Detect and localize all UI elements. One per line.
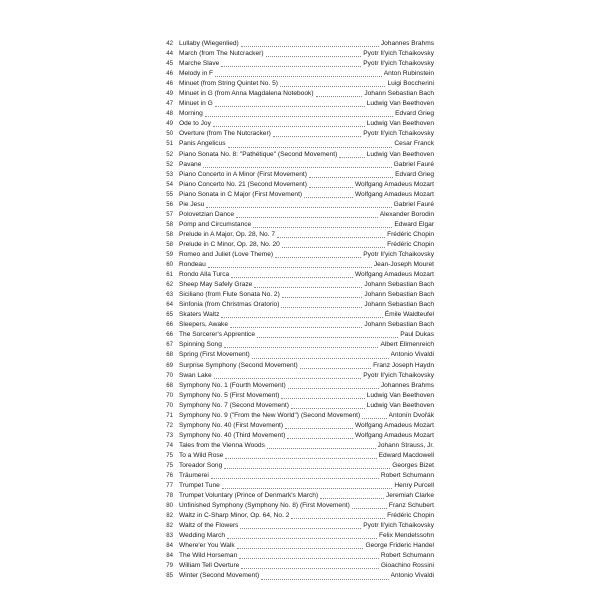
toc-entry xyxy=(156,571,434,581)
composer-name: Franz Joseph Haydn xyxy=(373,361,434,369)
page-number: 63 xyxy=(166,291,173,299)
toc-entry xyxy=(156,200,434,210)
page-number: 72 xyxy=(166,421,173,429)
page-number: 52 xyxy=(166,150,173,158)
piece-title: Spinning Song xyxy=(179,341,222,349)
composer-name: Johannes Brahms xyxy=(380,381,434,389)
piece-title: Pie Jesu xyxy=(179,200,205,208)
toc-entry xyxy=(156,89,434,99)
toc-entry xyxy=(156,391,434,401)
dot-leader xyxy=(237,548,364,549)
piece-title: Morning xyxy=(179,110,203,118)
dot-leader xyxy=(352,508,387,509)
piece-title: Waltz of the Flowers xyxy=(179,522,239,530)
composer-name: Paul Dukas xyxy=(400,331,434,339)
toc-entry xyxy=(156,371,434,381)
piece-title: Prelude in C Minor, Op. 28, No. 20 xyxy=(179,240,280,248)
composer-name: Henry Purcell xyxy=(394,482,434,490)
toc-entry xyxy=(156,190,434,200)
page-number: 68 xyxy=(166,381,173,389)
piece-title: To a Wild Rose xyxy=(179,451,224,459)
composer-name: Frédéric Chopin xyxy=(387,240,434,248)
toc-entry xyxy=(156,230,434,240)
table-of-contents xyxy=(156,39,434,582)
piece-title: Marche Slave xyxy=(179,60,220,68)
dot-leader xyxy=(281,307,362,308)
piece-title: Polovetzian Dance xyxy=(179,210,234,218)
piece-title: Piano Sonata in C Major (First Movement) xyxy=(179,190,303,198)
composer-name: Pyotr Il'yich Tchaikovsky xyxy=(363,60,434,68)
page-number: 78 xyxy=(166,492,173,500)
dot-leader xyxy=(253,227,392,228)
page-number: 56 xyxy=(166,200,173,208)
composer-name: Johann Sebastian Bach xyxy=(364,301,434,309)
dot-leader xyxy=(225,458,376,459)
page-number: 66 xyxy=(166,321,173,329)
toc-entry xyxy=(156,461,434,471)
dot-leader xyxy=(309,187,353,188)
toc-entry xyxy=(156,411,434,421)
dot-leader xyxy=(273,136,361,137)
dot-leader xyxy=(267,448,376,449)
piece-title: Symphony No. 9 ("From the New World") (Second Movement) xyxy=(179,411,361,419)
composer-name: Edvard Grieg xyxy=(395,110,434,118)
dot-leader xyxy=(236,217,378,218)
page-number: 53 xyxy=(166,170,173,178)
toc-entry xyxy=(156,170,434,180)
piece-title: The Wild Horseman xyxy=(179,552,238,560)
composer-name: Pyotr Il'yich Tchaikovsky xyxy=(363,130,434,138)
page-number: 54 xyxy=(166,180,173,188)
dot-leader xyxy=(304,197,353,198)
page-number: 70 xyxy=(166,371,173,379)
dot-leader xyxy=(266,56,362,57)
page-number: 60 xyxy=(166,261,173,269)
composer-name: Edward Elgar xyxy=(394,220,434,228)
toc-entry xyxy=(156,320,434,330)
composer-name: Pyotr Il'yich Tchaikovsky xyxy=(363,250,434,258)
composer-name: Cesar Franck xyxy=(394,140,434,148)
page-number: 61 xyxy=(166,271,173,279)
page-number: 85 xyxy=(166,572,173,580)
dot-leader xyxy=(206,207,391,208)
piece-title: Lullaby (Wiegenlied) xyxy=(179,40,239,47)
piece-title: Waltz in C-Sharp Minor, Op. 64, No. 2 xyxy=(179,512,290,520)
toc-entry xyxy=(156,501,434,511)
page-number: 49 xyxy=(166,90,173,98)
piece-title: Minuet (from String Quintet No. 5) xyxy=(179,80,278,88)
dot-leader xyxy=(211,478,379,479)
composer-name: Johann Sebastian Bach xyxy=(364,321,434,329)
piece-title: William Tell Overture xyxy=(179,562,240,570)
composer-name: Georges Bizet xyxy=(392,461,434,469)
toc-entry xyxy=(156,521,434,531)
toc-entry xyxy=(156,441,434,451)
dot-leader xyxy=(309,177,393,178)
composer-name: Wolfgang Amadeus Mozart xyxy=(354,431,434,439)
composer-name: Alexander Borodin xyxy=(379,210,434,218)
piece-title: Minuet in G xyxy=(179,100,213,108)
dot-leader xyxy=(320,498,384,499)
toc-entry xyxy=(156,511,434,521)
dot-leader xyxy=(215,106,365,107)
composer-name: Émile Waldteufel xyxy=(384,311,434,319)
composer-name: Luigi Boccherini xyxy=(387,80,434,88)
composer-name: Antonio Vivaldi xyxy=(390,572,434,580)
piece-title: Symphony No. 7 (Second Movement) xyxy=(179,401,289,409)
dot-leader xyxy=(257,337,398,338)
page-number: 49 xyxy=(166,120,173,128)
toc-entry xyxy=(156,381,434,391)
page-number: 48 xyxy=(166,110,173,118)
dot-leader xyxy=(339,157,364,158)
piece-title: Siciliano (from Flute Sonata No. 2) xyxy=(179,291,280,299)
piece-title: Spring (First Movement) xyxy=(179,351,250,359)
composer-name: Frédéric Chopin xyxy=(387,230,434,238)
page-number: 64 xyxy=(166,301,173,309)
dot-leader xyxy=(288,388,379,389)
page-number: 71 xyxy=(166,411,173,419)
dot-leader xyxy=(215,76,382,77)
composer-name: Wolfgang Amadeus Mozart xyxy=(354,190,434,198)
composer-name: Gabriel Fauré xyxy=(393,160,434,168)
dot-leader xyxy=(208,267,372,268)
page-number: 76 xyxy=(166,472,173,480)
dot-leader xyxy=(203,167,391,168)
composer-name: Frédéric Chopin xyxy=(387,512,434,520)
dot-leader xyxy=(239,558,379,559)
piece-title: Overture (from The Nutcracker) xyxy=(179,130,271,138)
toc-entry xyxy=(156,350,434,360)
piece-title: Tales from the Vienna Woods xyxy=(179,441,265,449)
dot-leader xyxy=(227,538,377,539)
composer-name: Jeremiah Clarke xyxy=(385,492,434,500)
piece-title: Träumerei xyxy=(179,472,209,480)
composer-name: Gabriel Fauré xyxy=(393,200,434,208)
toc-entry xyxy=(156,160,434,170)
page-number: 74 xyxy=(166,441,173,449)
toc-entry xyxy=(156,280,434,290)
page-number: 84 xyxy=(166,542,173,550)
dot-leader xyxy=(241,568,379,569)
piece-title: Piano Concerto No. 21 (Second Movement) xyxy=(179,180,307,188)
composer-name: Ludwig Van Beethoven xyxy=(366,120,434,128)
page-number: 82 xyxy=(166,522,173,530)
toc-entry xyxy=(156,49,434,59)
page-number: 47 xyxy=(166,100,173,108)
composer-name: Anton Rubinstein xyxy=(383,70,434,78)
composer-name: Wolfgang Amadeus Mozart xyxy=(354,421,434,429)
dot-leader xyxy=(224,468,390,469)
dot-leader xyxy=(254,287,362,288)
dot-leader xyxy=(205,116,393,117)
composer-name: Pyotr Il'yich Tchaikovsky xyxy=(363,50,434,58)
dot-leader xyxy=(241,46,379,47)
page-number: 59 xyxy=(166,250,173,258)
piece-title: Sleepers, Awake xyxy=(179,321,228,329)
piece-title: Sheep May Safely Graze xyxy=(179,281,253,289)
page-number: 42 xyxy=(166,40,173,47)
composer-name: Wolfgang Amadeus Mozart xyxy=(354,271,434,279)
toc-entry xyxy=(156,451,434,461)
toc-entry xyxy=(156,561,434,571)
piece-title: Winter (Second Movement) xyxy=(179,572,260,580)
piece-title: Pomp and Circumstance xyxy=(179,220,252,228)
toc-entry xyxy=(156,150,434,160)
toc-entry xyxy=(156,361,434,371)
composer-name: Felix Mendelssohn xyxy=(379,532,434,540)
piece-title: Panis Angelicus xyxy=(179,140,226,148)
piece-title: Ode to Joy xyxy=(179,120,211,128)
piece-title: Sinfonia (from Christmas Oratorio) xyxy=(179,301,280,309)
piece-title: Pavane xyxy=(179,160,202,168)
page-number: 83 xyxy=(166,532,173,540)
composer-name: Johann Sebastian Bach xyxy=(364,291,434,299)
composer-name: Robert Schumann xyxy=(380,472,434,480)
dot-leader xyxy=(240,528,361,529)
dot-leader xyxy=(300,368,371,369)
page-number: 58 xyxy=(166,220,173,228)
piece-title: Symphony No. 40 (First Movement) xyxy=(179,421,284,429)
toc-entry xyxy=(156,220,434,230)
dot-leader xyxy=(316,96,363,97)
page-number: 68 xyxy=(166,351,173,359)
toc-entry xyxy=(156,551,434,561)
dot-leader xyxy=(277,237,385,238)
toc-entry xyxy=(156,180,434,190)
dot-leader xyxy=(261,579,388,580)
page-number: 46 xyxy=(166,80,173,88)
toc-entry xyxy=(156,431,434,441)
piece-title: Prelude in A Major, Op. 28, No. 7 xyxy=(179,230,276,238)
toc-entry xyxy=(156,240,434,250)
page-number: 75 xyxy=(166,461,173,469)
page-number: 55 xyxy=(166,190,173,198)
toc-entry xyxy=(156,300,434,310)
composer-name: Johannes Brahms xyxy=(380,40,434,47)
toc-entry xyxy=(156,79,434,89)
piece-title: Unfinished Symphony (Symphony No. 8) (First Movement) xyxy=(179,502,350,510)
piece-title: Toreador Song xyxy=(179,461,223,469)
toc-entry xyxy=(156,59,434,69)
page-number: 79 xyxy=(166,562,173,570)
dot-leader xyxy=(214,378,362,379)
composer-name: Pyotr Il'yich Tchaikovsky xyxy=(363,371,434,379)
piece-title: Piano Concerto in A Minor (First Movement) xyxy=(179,170,307,178)
composer-name: Johann Sebastian Bach xyxy=(364,90,434,98)
toc-entry xyxy=(156,109,434,119)
piece-title: Swan Lake xyxy=(179,371,212,379)
piece-title: Rondeau xyxy=(179,261,206,269)
page-number: 82 xyxy=(166,512,173,520)
piece-title: Trumpet Tune xyxy=(179,482,220,490)
page-number: 80 xyxy=(166,502,173,510)
toc-entry xyxy=(156,541,434,551)
toc-entry xyxy=(156,421,434,431)
composer-name: Pyotr Il'yich Tchaikovsky xyxy=(363,522,434,530)
page-number: 51 xyxy=(166,140,173,148)
dot-leader xyxy=(280,86,385,87)
toc-entry xyxy=(156,481,434,491)
piece-title: Surprise Symphony (Second Movement) xyxy=(179,361,298,369)
composer-name: Edvard Grieg xyxy=(395,170,434,178)
composer-name: Jean-Joseph Mouret xyxy=(373,261,434,269)
dot-leader xyxy=(291,408,365,409)
dot-leader xyxy=(213,126,365,127)
composer-name: Ludwig Van Beethoven xyxy=(366,401,434,409)
page-number: 58 xyxy=(166,230,173,238)
page-number: 46 xyxy=(166,70,173,78)
piece-title: Symphony No. 1 (Fourth Movement) xyxy=(179,381,286,389)
composer-name: Ludwig Van Beethoven xyxy=(366,100,434,108)
dot-leader xyxy=(221,66,361,67)
dot-leader xyxy=(362,418,386,419)
page-number: 66 xyxy=(166,331,173,339)
page-number: 84 xyxy=(166,552,173,560)
composer-name: Edward Macdowell xyxy=(378,451,434,459)
toc-entry xyxy=(156,491,434,501)
piece-title: Piano Sonata No. 8: "Pathétique" (Second Movement) xyxy=(179,150,338,158)
toc-entry xyxy=(156,250,434,260)
piece-title: Symphony No. 40 (Third Movement) xyxy=(179,431,286,439)
toc-entry xyxy=(156,310,434,320)
dot-leader xyxy=(228,147,393,148)
toc-entry xyxy=(156,330,434,340)
composer-name: Franz Schubert xyxy=(388,502,434,510)
dot-leader xyxy=(291,518,385,519)
dot-leader xyxy=(287,438,353,439)
piece-title: Symphony No. 5 (First Movement) xyxy=(179,391,280,399)
composer-name: Johann Sebastian Bach xyxy=(364,281,434,289)
toc-entry xyxy=(156,119,434,129)
page-number: 44 xyxy=(166,50,173,58)
piece-title: Trumpet Voluntary (Prince of Denmark's March) xyxy=(179,492,319,500)
piece-title: The Sorcerer's Apprentice xyxy=(179,331,256,339)
piece-title: Wedding March xyxy=(179,532,226,540)
toc-entry xyxy=(156,210,434,220)
piece-title: Romeo and Juliet (Love Theme) xyxy=(179,250,274,258)
toc-entry xyxy=(156,270,434,280)
toc-entry xyxy=(156,129,434,139)
page-number: 62 xyxy=(166,281,173,289)
dot-leader xyxy=(275,257,361,258)
page-number: 67 xyxy=(166,341,173,349)
page-number: 58 xyxy=(166,240,173,248)
toc-entry xyxy=(156,471,434,481)
toc-entry xyxy=(156,290,434,300)
page-number: 69 xyxy=(166,361,173,369)
piece-title: Where'er You Walk xyxy=(179,542,235,550)
page-number: 45 xyxy=(166,60,173,68)
page-number: 75 xyxy=(166,451,173,459)
page-number: 57 xyxy=(166,210,173,218)
toc-entry xyxy=(156,69,434,79)
composer-name: Gioachino Rossini xyxy=(380,562,434,570)
composer-name: Albert Ellmenreich xyxy=(380,341,434,349)
toc-entry xyxy=(156,139,434,149)
dot-leader xyxy=(224,347,379,348)
composer-name: Ludwig Van Beethoven xyxy=(366,391,434,399)
dot-leader xyxy=(282,247,385,248)
dot-leader xyxy=(222,488,393,489)
dot-leader xyxy=(230,327,362,328)
composer-name: Antonio Vivaldi xyxy=(390,351,434,359)
dot-leader xyxy=(281,398,364,399)
toc-entry xyxy=(156,99,434,109)
dot-leader xyxy=(252,358,389,359)
piece-title: Melody in F xyxy=(179,70,214,78)
dot-leader xyxy=(285,428,353,429)
piece-title: Skaters Waltz xyxy=(179,311,220,319)
dot-leader xyxy=(282,297,363,298)
composer-name: George Frideric Handel xyxy=(365,542,434,550)
piece-title: Rondo Alla Turca xyxy=(179,271,230,279)
page-number: 73 xyxy=(166,431,173,439)
dot-leader xyxy=(221,317,382,318)
page-number: 52 xyxy=(166,160,173,168)
page-number: 65 xyxy=(166,311,173,319)
composer-name: Robert Schumann xyxy=(380,552,434,560)
toc-entry xyxy=(156,340,434,350)
toc-entry xyxy=(156,401,434,411)
piece-title: Minuet in G (from Anna Magdalena Notebook) xyxy=(179,90,314,98)
dot-leader xyxy=(231,277,353,278)
toc-entry xyxy=(156,39,434,49)
page-number: 77 xyxy=(166,482,173,490)
composer-name: Antonín Dvořák xyxy=(388,411,434,419)
toc-entry xyxy=(156,260,434,270)
page-number: 70 xyxy=(166,391,173,399)
composer-name: Johann Strauss, Jr. xyxy=(377,441,434,449)
piece-title: March (from The Nutcracker) xyxy=(179,50,264,58)
page-number: 70 xyxy=(166,401,173,409)
composer-name: Ludwig Van Beethoven xyxy=(366,150,434,158)
toc-entry xyxy=(156,531,434,541)
page-number: 50 xyxy=(166,130,173,138)
composer-name: Wolfgang Amadeus Mozart xyxy=(354,180,434,188)
